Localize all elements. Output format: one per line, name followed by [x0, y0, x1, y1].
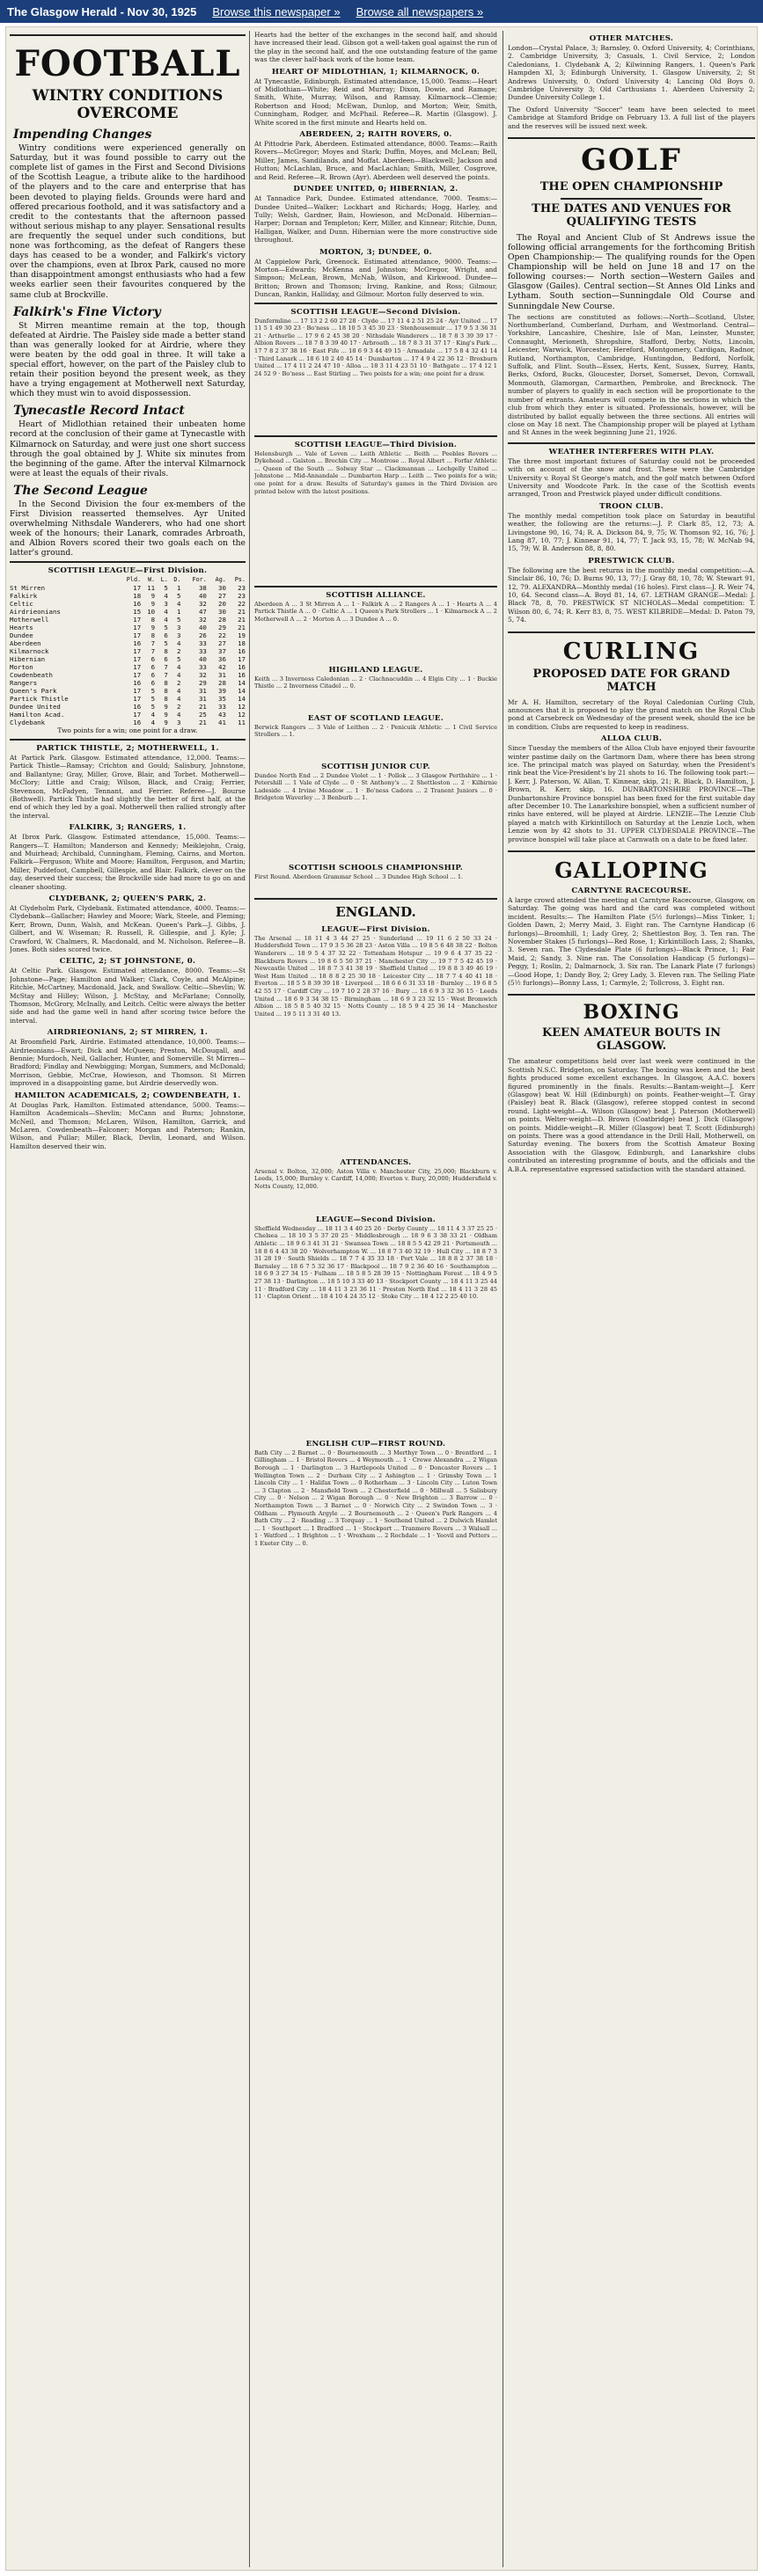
- match-report: At Tannadice Park, Dundee. Estimated attendance, 7000. Teams:—Dundee United—Walker; Lockhart and Richards; Hogg, Harley, and Tully; Welsh, Gardner, Bain, Howieson, and McDonald. Hibernian—Harper; Dornan and Templeton; Kerr, Miller, and Kinnear; Ritchie, Dunn, Halligan, Walker, and Dunn. Hibernian were the more constructive side throughout.: [254, 194, 497, 244]
- football-subheading: WINTRY CONDITIONS OVERCOME: [32, 87, 224, 122]
- table-cell: 4: [150, 719, 156, 727]
- table-cell: 40: [198, 624, 207, 632]
- results-list: Dundee North End ... 2 Dundee Violet ... 1 · Pollok ... 3 Glasgow Perthshire ... 1 · Petershill ... 1 Vale of Clyde ... 0 · St Anthony's ... 2 Shettleston ... 2 · Kilbirnie Ladeside ... 4 Irvine Meadow ... 1 · Bo'ness Cadora ... 2 Tranent Juniors ... 0 · Bridgeton Waverley ... 3 Benburb ... 1.: [254, 771, 497, 802]
- section-heading: ATTENDANCES.: [340, 1157, 412, 1167]
- league-table-title: EAST OF SCOTLAND LEAGUE.: [307, 713, 444, 723]
- column-results: [254, 31, 497, 2567]
- results-list: Bath City ... 2 Barnet ... 0 · Bournemouth ... 3 Merthyr Town ... 0 · Brentford ... 1 Gillingham ... 1 · Bristol Rovers ... 4 Weymouth ... 1 · Crewe Alexandra ... 2 Wigan Borough ... 1 · Darlington ... 3 Hartlepools United ... 0 · Doncaster Rovers ... 1 Wellington Town ... 2 · Durham City ... 2 Ashington ... 1 · Grimsby Town ... 1 Lincoln City ... 1 · Halifax Town ... 0 Rotherham ... 3 · Lincoln City ... Luton Town ... 3 Clapton ... 2 · Mansfield Town ... 2 Chesterfield ... 0 · Millwall ... 5 Salisbury City ... 0 · Nelson ... 2 Wigan Borough ... 0 · New Brighton ... 3 Barrow ... 0 · Northampton Town ... 3 Barnet ... 0 · Norwich City ... 2 Swindon Town ... 3 · Oldham ... Plymouth Argyle ... 2 Bournemouth ... 2 · Queen's Park Rangers ... 4 Bath City ... 2 · Reading ... 3 Torquay ... 1 · Southend United ... 2 Dulwich Hamlet ... 1 · Southport ... 1 Bradford ... 1 · Stockport ... Tranmere Rovers ... 3 Walsall ... 1 · Watford ... 1 Brighton ... 1 · Wrexham ... 2 Rochdale ... 1 · Yeovil and Petters ... 1 Exeter City ... 0.: [254, 1449, 497, 1547]
- table-row: [10, 711, 246, 719]
- league-table-title: SCOTTISH LEAGUE—Second Division.: [290, 307, 461, 317]
- section-heading: Tynecastle Record Intact: [13, 404, 185, 419]
- table-cell: 14: [238, 679, 246, 688]
- table-cell: 33: [218, 703, 226, 712]
- table-header-cell: D.: [173, 576, 181, 584]
- article-paragraph: The Royal and Ancient Club of St Andrews issue the following official arrangements for the forthcoming British Open Championship:— The qualifying rounds for the Open Championship will be held on June 18 and 17 on the following courses:— North section—Western Gailes and Glasgow (Gailes). Central section—St Annes Old Links and Lytham. South section—Sunningdale Old Course and Sunningdale New Course.: [508, 232, 755, 311]
- table-cell: 25: [198, 711, 207, 719]
- table-cell: 9: [150, 600, 156, 609]
- table-cell: 12: [238, 711, 246, 719]
- section-heading: The Second League: [13, 483, 148, 498]
- section-heading: PRESTWICK CLUB.: [588, 556, 675, 566]
- table-cell: 33: [198, 647, 207, 656]
- league-table-title: SCOTTISH LEAGUE—Third Division.: [294, 440, 458, 449]
- table-cell: 32: [198, 671, 207, 680]
- article-paragraph: Wintry conditions were experienced generally on Saturday, but it was found possible to carry out the complete list of games in the First and Second Divisions of the Scottish League, a tribute alike to the hardihood of the players and to the care and enterprise that has been devoted to playing fields. Grounds were hard and offered precarious foothold, and it was satisfactory and a credit to the contestants that the afternoon passed without serious mishap to any player. Sensational results are frequently the sequel under such conditions, but none was forthcoming, as the defeat of Rangers these days has ceased to be a wonder, and Falkirk's victory over the champions, even at Ibrox Park, caused no more than disappointment amongst enthusiasts who had a few weeks earlier seen their favourites conquered by the same club at Brockville.: [10, 143, 246, 300]
- curling-heading: CURLING: [562, 638, 701, 665]
- table-cell: 21: [198, 703, 207, 712]
- article-paragraph: In the Second Division the four ex-members of the First Division reasserted themselves. Ayr United overwhelming Nithsdale Wanderers, who had one short week of the honours; their Lanark, comrades Arbroath, and Albion Rovers scored their two goals each on the latter's ground.: [10, 499, 246, 558]
- table-cell: 31: [218, 671, 226, 680]
- league-table-english-second: Sheffield Wednesday ... 18 11 3 4 40 25 26 · Derby County ... 18 11 4 3 37 25 25 · Chelsea ... 18 10 3 5 37 20 25 · Middlesbrough ... 18 9 6 3 38 33 21 · Oldham Athletic ... 18 9 6 3 41 31 21 · Swansea Town ... 18 8 5 5 42 29 21 · Portsmouth ... 18 8 6 4 43 38 20 · Wolverhampton W. ... 18 8 7 3 40 32 19 · Hull City ... 18 8 7 3 31 28 19 · South Shields ... 18 7 7 4 35 33 18 · Port Vale ... 18 8 8 2 37 38 18 · Barnsley ... 18 6 7 5 32 36 17 · Blackpool ... 18 7 9 2 36 40 16 · Southampton ... 18 6 9 3 27 34 15 · Fulham ... 18 5 8 5 28 39 15 · Nottingham Forest ... 18 4 9 5 27 38 13 · Darlington ... 18 5 10 3 33 40 13 · Stockport County ... 18 4 11 3 25 44 11 · Bradford City ... 18 4 11 3 23 36 11 · Preston North End ... 18 4 11 3 28 45 11 · Clapton Orient ... 18 4 10 4 24 35 12 · Stoke City ... 18 4 12 2 25 40 10.: [254, 1224, 497, 1301]
- table-cell: 5: [150, 703, 156, 712]
- table-cell: 17: [133, 624, 142, 632]
- table-cell: Dundee: [10, 631, 33, 640]
- table-cell: 5: [150, 695, 156, 704]
- results-list: London—Crystal Palace, 3; Barnsley, 0. Oxford University, 4; Corinthians, 2. Cambridge University, 3; Casuals, 1. Civil Service, 2; London Caledonians, 1. Clydebank A, 2; Kilwinning Rangers, 1. Queen's Park Hampden XI, 3; Edinburgh University, 1. Glasgow University, 2; St Andrews University, 0. Oxford University 4; Lancing Old Boys 0. Cambridge University 3; Old Carthusians 1. Aberdeen University 2; Dundee University College 1.: [508, 44, 755, 102]
- table-row: [10, 631, 246, 639]
- table-cell: 27: [218, 592, 226, 601]
- table-cell: 32: [198, 600, 207, 609]
- table-cell: 37: [218, 647, 226, 656]
- match-report: At Celtic Park. Glasgow. Estimated attendance, 8000. Teams:—St Johnstone—Page; Hamilton and Walker; Clark, Coyle, and McAlpine; Ritchie, McCartney, Macdonald, Jack, and Swallow. Celtic—Shevlin; W. McStay and Hilley; Wilson, J. McStay, and McFarlane; Connolly, Thomson, McGrory, McInally, and Leitch. Celtic were always the better side and had the game well in hand after scoring twice before the interval.: [10, 967, 246, 1025]
- table-cell: 16: [133, 719, 142, 727]
- table-row: [10, 679, 246, 687]
- table-cell: 17: [133, 711, 142, 719]
- divider: [254, 898, 497, 900]
- table-cell: 4: [177, 687, 181, 696]
- table-cell: 17: [238, 655, 246, 664]
- curling-subheading: PROPOSED DATE FOR GRAND MATCH: [532, 667, 730, 694]
- table-cell: Aberdeen: [10, 639, 41, 648]
- article-paragraph: St Mirren meantime remain at the top, though defeated at Airdrie. The Paisley side made a better stand than was generally looked for at Airdrie, where they were beaten by the odd goal in three. It will take a special effort, however, on the part of the Paisley club to retain their position beyond the present week, as they have a trying engagement at Motherwell next Saturday, which they must win to avoid dispossession.: [10, 320, 246, 399]
- article-paragraph: Heart of Midlothian retained their unbeaten home record at the conclusion of their game at Tynecastle with Kilmarnock on Saturday, and were just one short success through the goal obtained by J. White six minutes from the beginning of the game. After the interval Kilmarnock were at least the equals of their rivals.: [10, 420, 246, 478]
- table-cell: Rangers: [10, 679, 38, 688]
- table-cell: Dundee United: [10, 703, 61, 712]
- table-row: [10, 592, 246, 600]
- table-cell: 23: [238, 592, 246, 601]
- table-row: [10, 624, 246, 631]
- table-header-cell: W.: [147, 576, 156, 584]
- table-cell: 17: [133, 631, 142, 640]
- table-cell: 4: [164, 592, 168, 601]
- match-heading: PARTICK THISTLE, 2; MOTHERWELL, 1.: [36, 743, 219, 753]
- table-cell: 5: [164, 584, 168, 593]
- boxing-heading: BOXING: [583, 1001, 680, 1025]
- table-cell: 5: [177, 592, 181, 601]
- table-row: [10, 703, 246, 711]
- table-cell: 16: [133, 639, 142, 648]
- golf-heading: GOLF: [581, 142, 682, 179]
- newspaper-page: [5, 26, 758, 2571]
- table-cell: 38: [198, 584, 207, 593]
- results-list: First Round. Aberdeen Grammar School ... 3 Dundee High School ... 1.: [254, 872, 464, 880]
- table-cell: 31: [198, 695, 207, 704]
- table-cell: 32: [198, 616, 207, 624]
- table-cell: 9: [164, 703, 168, 712]
- article-paragraph: The sections are constituted as follows:—North—Scotland, Ulster, Northumberland, Cumberland, Durham, and Westmorland. Central—Yorkshire, Lancashire, Cheshire, Isle of Man, Leinster, Munster, Connaught, Merioneth, Shropshire, Stafford, Derby, Notts, Lincoln, Leicester, Warwick, Worcester, Hereford, Montgomery, Cardigan, Radnor, Rutland, Northampton, Cambridge, Huntingdon, Bedford, Norfolk, Suffolk, and Flint. South—Essex, Herts, Kent, Sussex, Surrey, Hants, Berks, Oxford, Bucks, Gloucester, Dorset, Somerset, Devon, Cornwall, Monmouth, Glamorgan, Carmarthen, Pembroke, and Brecknock. The number of players to qualify in each section will be proportionate to the number of entrants. Amateurs will compete in the sections in which the club from which they enter is situated. Professionals, however, will be distributed by ballot equally between the three sections. All entries will close on May 18 next. The Championship proper will be played at Lytham and St Annes in the week beginning June 21, 1926.: [508, 312, 755, 437]
- table-cell: 8: [150, 631, 156, 640]
- table-cell: 18: [133, 592, 142, 601]
- table-cell: 30: [218, 608, 226, 617]
- table-cell: 4: [177, 711, 181, 719]
- table-cell: 8: [164, 679, 168, 688]
- table-cell: 4: [164, 616, 168, 624]
- table-cell: 8: [164, 647, 168, 656]
- league-table-note: Two points for a win; one point for a draw.: [57, 726, 198, 735]
- table-cell: 21: [198, 719, 207, 727]
- match-report: At Tynecastle, Edinburgh. Estimated attendance, 15,000. Teams:—Heart of Midlothian—White; Reid and Murray; Dixon, Dowie, and Ramage; Smith, White, Murray, Wilson, and Ramsay. Kilmarnock—Clemie; Robertson and Hood; McEwan, Dunlop, and Morton; Weir, Smith, Cunningham, Rodger, and McPhail. Referee—R. Martin (Glasgow). J. White scored in the first minute and Hearts held on.: [254, 77, 497, 127]
- table-cell: 4: [177, 600, 181, 609]
- table-cell: 40: [198, 655, 207, 664]
- match-report: At Ibrox Park. Glasgow. Estimated attendance, 15,000. Teams:—Rangers—T. Hamilton; Manderson and Kennedy; Meiklejohn, Craig, and Muirhead; Archibald, Cunningham, Fleming, Cairns, and Morton. Falkirk—Ferguson; White and Moore; Hamilton, Ferguson, and Martin; Miller, Puddefoot, Campbell, Gillespie, and Blair. Falkirk, clever on the day, deserved their success; the Brockville side had more to go on and cleaner shooting.: [10, 833, 246, 891]
- table-row: [10, 600, 246, 608]
- table-cell: 3: [164, 600, 168, 609]
- table-cell: 17: [133, 616, 142, 624]
- table-cell: 6: [150, 679, 156, 688]
- table-cell: 41: [218, 719, 226, 727]
- football-heading: FOOTBALL: [14, 43, 241, 84]
- match-heading: FALKIRK, 3; RANGERS, 1.: [69, 823, 187, 833]
- table-cell: 14: [238, 687, 246, 696]
- table-cell: Cowdenbeath: [10, 671, 53, 680]
- table-cell: 27: [218, 639, 226, 648]
- table-cell: 22: [238, 600, 246, 609]
- league-table-second-division: Dunfermline ... 17 13 2 2 60 27 28 · Clyde ... 17 11 4 2 51 25 24 · Ayr United ... 17 11 5 1 49 30 23 · Bo'ness ... 18 10 5 3 45 30 23 · Stenhousemuir ... 17 9 5 3 36 31 21 · Arthurlie ... 17 9 6 2 45 38 20 · Nithsdale Wanderers ... 18 7 8 3 39 39 17 · Albion Rovers ... 18 7 8 3 39 40 17 · Arbroath ... 18 7 8 3 31 37 17 · King's Park ... 17 7 8 2 37 38 16 · East Fife ... 18 6 9 3 44 49 15 · Armadale ... 17 5 8 4 32 41 14 · Third Lanark ... 18 6 10 2 40 45 14 · Dumbarton ... 17 4 9 4 22 36 12 · Broxburn United ... 17 4 11 2 24 47 10 · Alloa ... 18 3 11 4 23 51 10 · Bathgate ... 17 4 12 1 24 52 9 · Bo'ness ... East Stirling ... Two points for a win; one point for a draw.: [254, 317, 497, 377]
- table-cell: 9: [150, 624, 156, 632]
- table-cell: 6: [164, 631, 168, 640]
- table-cell: 20: [218, 600, 226, 609]
- table-cell: 6: [150, 655, 156, 664]
- table-cell: 1: [177, 608, 181, 617]
- table-cell: 29: [198, 679, 207, 688]
- table-cell: Celtic: [10, 600, 33, 609]
- table-cell: 16: [133, 600, 142, 609]
- england-heading: ENGLAND.: [335, 903, 416, 920]
- column-rule: [249, 31, 250, 2567]
- table-cell: 8: [164, 695, 168, 704]
- table-cell: 6: [150, 671, 156, 680]
- table-cell: 29: [218, 624, 226, 632]
- table-cell: 2: [177, 679, 181, 688]
- table-cell: 9: [164, 711, 168, 719]
- table-row: [10, 616, 246, 624]
- table-cell: 16: [133, 703, 142, 712]
- table-row: [10, 671, 246, 679]
- match-report: At Cappielow Park, Greenock. Estimated attendance, 9000. Teams:—Morton—Edwards; McKenna and Johnston; McGregor, Wright, and Simpson; McLean, Brown, McNab, Wilson, and Kirkwood. Dundee—Britton; Brown and Thomson; Irving, Rankine, and Ross; Gilmour, Duncan, Rankin, Halliday, and Gilmour. Morton fully deserved to win.: [254, 257, 497, 299]
- galloping-heading: GALLOPING: [554, 857, 708, 883]
- table-cell: 43: [218, 711, 226, 719]
- table-cell: 4: [150, 711, 156, 719]
- match-heading: MORTON, 3; DUNDEE, 0.: [319, 247, 432, 257]
- table-cell: 39: [218, 687, 226, 696]
- news-paragraph: The monthly medal competition took place on Saturday in beautiful weather, the following are the returns:—J. P. Clark 85, 12, 73; A. Livingstone 90, 16, 74; R. A. Dickson 84, 9, 75; W. Thomson 92, 16, 76; J. Lang 87, 10, 77; J. Kinnear 91, 14, 77; T. Jack 93, 15, 78; W. McNab 94, 15, 79; W. B. Anderson 88, 8, 80.: [508, 511, 755, 553]
- match-report: At Pittodrie Park, Aberdeen. Estimated attendance, 8000. Teams:—Raith Rovers—McGregor; Moyes and Stark; Duffin, Moyes, and McLean; Bell, Miller, James, Sandilands, and Moffat. Aberdeen—Blackwell; Jackson and Hutton; McLachlan, Bruce, and MacLachlan; Smith, Miller, Cosgrove, and Reid. Referee—R. Brown (Ayr). Aberdeen well deserved the points.: [254, 140, 497, 181]
- table-cell: Hamilton Acad.: [10, 711, 65, 719]
- league-table-title: SCOTTISH JUNIOR CUP.: [321, 762, 430, 771]
- table-cell: 40: [198, 592, 207, 601]
- boxing-subheading: KEEN AMATEUR BOUTS IN GLASGOW.: [541, 1026, 722, 1054]
- table-cell: 23: [238, 584, 246, 593]
- table-row: [10, 695, 246, 703]
- table-cell: 7: [164, 663, 168, 672]
- table-cell: 4: [177, 639, 181, 648]
- league-table-third-division: Helensburgh ... Vale of Leven ... Leith Athletic ... Beith ... Peebles Rovers ... Dykehead ... Galston ... Brechin City ... Montrose ... Royal Albert ... Forfar Athletic ... Queen of the South ... Solway Star ... Clackmannan ... Lochgelly United ... Johnstone ... Mid-Annandale ... Dumbarton Harp ... Leith ... Two points for a win; one point for a draw. Results of Saturday's games in the Third Division are printed below with the latest positions.: [254, 449, 497, 495]
- league-table-title: HIGHLAND LEAGUE.: [328, 665, 423, 675]
- table-cell: 4: [164, 608, 168, 617]
- browse-newspaper-link[interactable]: Browse this newspaper »: [212, 4, 341, 18]
- table-cell: Clydebank: [10, 719, 46, 727]
- table-cell: 3: [177, 631, 181, 640]
- table-row: [10, 687, 246, 695]
- table-cell: 22: [218, 631, 226, 640]
- table-cell: 6: [164, 655, 168, 664]
- table-cell: 4: [177, 663, 181, 672]
- table-cell: 14: [238, 695, 246, 704]
- table-cell: Hibernian: [10, 655, 46, 664]
- table-cell: 5: [177, 655, 181, 664]
- table-cell: 18: [238, 639, 246, 648]
- table-row: [10, 647, 246, 655]
- browse-all-newspapers-link[interactable]: Browse all newspapers »: [356, 4, 484, 18]
- section-heading: WEATHER INTERFERES WITH PLAY.: [548, 447, 715, 456]
- table-cell: 3: [177, 719, 181, 727]
- table-cell: 47: [198, 608, 207, 617]
- news-paragraph: The Oxford University "Soccer" team have been selected to meet Cambridge at Stamford Bridge on February 13. A full list of the players and the reserves will be issued next week.: [508, 105, 755, 130]
- table-cell: 16: [238, 671, 246, 680]
- table-cell: 6: [150, 663, 156, 672]
- table-row: [10, 655, 246, 663]
- table-row: [10, 639, 246, 647]
- golf-subheading-2: THE DATES AND VENUES FOR QUALIFYING TESTS: [532, 202, 731, 229]
- table-cell: 17: [133, 687, 142, 696]
- match-heading: CLYDEBANK, 2; QUEEN'S PARK, 2.: [48, 894, 207, 903]
- league-table-title: ENGLISH CUP—FIRST ROUND.: [305, 1439, 446, 1449]
- table-cell: 17: [133, 671, 142, 680]
- divider: [508, 442, 755, 444]
- table-cell: 11: [147, 584, 156, 593]
- table-cell: 30: [218, 584, 226, 593]
- column-golf-other: [508, 31, 755, 2567]
- table-cell: 17: [133, 655, 142, 664]
- section-heading: Impending Changes: [13, 128, 152, 142]
- table-cell: 17: [133, 663, 142, 672]
- divider: [508, 631, 755, 633]
- table-cell: Queen's Park: [10, 687, 57, 696]
- table-cell: 11: [238, 719, 246, 727]
- table-cell: 9: [150, 592, 156, 601]
- table-header-cell: [10, 576, 115, 584]
- league-table-title: LEAGUE—Second Division.: [315, 1215, 437, 1224]
- table-cell: 3: [177, 624, 181, 632]
- section-heading: Falkirk's Fine Victory: [13, 304, 161, 319]
- news-paragraph: The three most important fixtures of Saturday could not be proceeded with on account of the snow and frost. These were the Cambridge University v. Royal St George's match, and the golf match between Oxford University and Woodcote Park. In the case of the Scottish events arranged, Troon and Prestwick played under difficult conditions.: [508, 456, 755, 499]
- table-header-cell: For.: [192, 576, 207, 584]
- results-list: Aberdeen A ... 3 St Mirren A ... 1 · Falkirk A ... 2 Rangers A ... 1 · Hearts A ... 4 Partick Thistle A ... 0 · Celtic A ... 1 Queen's Park Strollers ... 1 · Kilmarnock A ... 2 Motherwell A ... 2 · Morton A ... 3 Dundee A ... 0.: [254, 600, 497, 623]
- section-heading: OTHER MATCHES.: [589, 34, 674, 43]
- section-heading: TROON CLUB.: [599, 501, 664, 511]
- publication-title: The Glasgow Herald - Nov 30, 1925: [7, 4, 197, 18]
- table-cell: 31: [198, 687, 207, 696]
- table-cell: 7: [164, 671, 168, 680]
- league-table-title: SCOTTISH ALLIANCE.: [326, 590, 426, 600]
- table-cell: St Mirren: [10, 584, 46, 593]
- table-cell: 8: [150, 616, 156, 624]
- league-table-title: SCOTTISH SCHOOLS CHAMPIONSHIP.: [288, 863, 464, 872]
- table-cell: 2: [177, 703, 181, 712]
- table-cell: Morton: [10, 663, 33, 672]
- table-cell: 16: [238, 663, 246, 672]
- match-report: At Partick Park. Glasgow. Estimated attendance, 12,000. Teams:—Partick Thistle—Ramsay; Crichton and Gould; Salisbury, Johnstone, and Ballantyne; Gray, Miller, Grove, Blair, and Torbet. Motherwell—McClory; Little and Craig; Wilson, Black, and Craig; Ferrier, Stevenson, McFadyen, Tennant, and Ferrier. Referee—J. Bourse (Bothwell). Partick Thistle had slightly the better of first half, at the end of which they led by a goal. Motherwell then rallied strongly after the interval.: [10, 753, 246, 820]
- divider: [508, 994, 755, 996]
- table-cell: 21: [238, 608, 246, 617]
- divider: [10, 34, 246, 36]
- table-cell: 5: [177, 616, 181, 624]
- match-report: At Douglas Park, Hamilton. Estimated attendance, 5000. Teams:—Hamilton Academicals—Shevlin; McCann and Burns; Johnstone, McNeil, and Thomson; McLaren, Wilson, Hamilton, Garrick, and McLaren. Cowdenbeath—Falconer; Morgan and Paterson; Rankin, Wilson, and Pullar; Miller, Black, Devlin, Leonard, and Wilson. Hamilton deserved their win.: [10, 1100, 246, 1150]
- golf-subheading: THE OPEN CHAMPIONSHIP: [539, 180, 723, 194]
- table-cell: 15: [133, 608, 142, 617]
- divider: [508, 137, 755, 139]
- table-cell: 16: [133, 679, 142, 688]
- match-heading: CELTIC, 2; ST JOHNSTONE, 0.: [59, 957, 196, 967]
- table-cell: 26: [198, 631, 207, 640]
- league-table-title: LEAGUE—First Division.: [321, 924, 430, 934]
- league-table-first-division: [10, 576, 246, 726]
- table-cell: 16: [238, 647, 246, 656]
- section-heading: ALLOA CLUB.: [600, 734, 663, 744]
- column-football: [10, 31, 246, 2567]
- match-report: At Broomfield Park, Airdrie. Estimated attendance, 10,000. Teams:—Airdrieonians—Ewart; Dick and McQueen; Preston, McDougall, and Bennie; Murdoch, Neil, Gallacher, Hunter, and Somerville. St Mirren—Bradford; Findlay and Newbigging; Morgan, Summers, and McDonald; Morrison, Gebbie, McCrae, Howieson, and Thomson. St Mirren improved in a disappointing game, but Airdrie deservedly won.: [10, 1038, 246, 1088]
- divider: [561, 198, 702, 200]
- news-paragraph: The amateur competitions held over last week were continued in the Scottish N.S.C. Bridgeton, on Saturday. The boxing was keen and the best fights produced some excellent exchanges. In Glasgow, A.A.C. boxers figured prominently in the finals. Results:—Bantam-weight—J. Kerr (Glasgow) beat W. Hill (Edinburgh) on points. Feather-weight—T. Gray (Paisley) beat R. Black (Glasgow), referee stopped contest in second round. Light-weight—A. Wilson (Glasgow) beat J. Paterson (Motherwell) on points. Welter-weight—D. Brown (Coatbridge) beat J. Dick (Glasgow) on points. Middle-weight—R. Miller (Glasgow) beat T. Scott (Edinburgh) on points. There was a good attendance in the Drill Hall, Motherwell, on Saturday evening. The boxers from the Scottish Amateur Boxing Association with the Glasgow, Edinburgh, and Lanarkshire clubs contributed an interesting programme of bouts, and the officials and the A.B.A. representative expressed satisfaction with the standard attained.: [508, 1057, 755, 1173]
- results-list: Berwick Rangers ... 3 Vale of Leithen ... 2 · Penicuik Athletic ... 1 Civil Service Strollers ... 1.: [254, 723, 497, 739]
- table-cell: 42: [218, 663, 226, 672]
- table-cell: 2: [177, 647, 181, 656]
- table-cell: 1: [177, 584, 181, 593]
- divider: [254, 303, 497, 304]
- table-cell: 28: [218, 616, 226, 624]
- divider: [508, 850, 755, 852]
- match-report: At Clydeholm Park, Clydebank. Estimated attendance, 4000. Teams:—Clydebank—Gallacher; Hawley and Moore; Wark, Steele, and Fleming; Kerr, Brown, Dunn, Walsh, and McKean. Queen's Park—J. Gibbs, J. Gilbert, and W. Wiseman; R. Russell, R. Gillespie, and J. Kyle; J. Crawford, W. Chalmers, R. Macdonald, and M. Nicholson. Referee—B. Jones. Both sides scored twice.: [10, 903, 246, 953]
- league-table-english-first: The Arsenal ... 18 11 4 3 44 27 25 · Sunderland ... 19 11 6 2 50 33 24 · Huddersfield Town ... 17 9 3 5 36 28 23 · Aston Villa ... 19 8 5 6 48 38 22 · Bolton Wanderers ... 18 9 5 4 37 32 22 · Tottenham Hotspur ... 19 9 6 4 37 35 22 · Blackburn Rovers ... 19 8 6 5 50 37 21 · Manchester City ... 19 7 7 5 42 45 19 · Newcastle United ... 18 8 7 3 41 38 19 · Sheffield United ... 19 8 8 3 49 46 19 · West Ham United ... 18 8 8 2 25 30 18 · Leicester City ... 18 7 7 4 40 41 18 · Everton ... 18 5 5 8 39 39 18 · Liverpool ... 18 6 6 6 31 33 18 · Burnley ... 19 6 8 5 42 55 17 · Cardiff City ... 19 7 10 2 28 37 16 · Bury ... 18 6 9 3 32 36 15 · Leeds United ... 18 6 9 3 34 38 15 · Birmingham ... 18 6 9 3 23 32 15 · West Bromwich Albion ... 18 5 8 5 40 32 15 · Notts County ... 18 5 9 4 25 36 14 · Manchester United ... 19 5 11 3 31 40 13.: [254, 934, 497, 1018]
- match-heading: HAMILTON ACADEMICALS, 2; COWDENBEATH, 1.: [14, 1091, 241, 1100]
- table-cell: 28: [218, 679, 226, 688]
- table-cell: 7: [150, 647, 156, 656]
- table-cell: Hearts: [10, 624, 33, 632]
- table-header-cell: Pld.: [126, 576, 142, 584]
- table-cell: 17: [133, 695, 142, 704]
- news-paragraph: The following are the best returns in the monthly medal competition:—A. Sinclair 86, 10, 76; D. Burns 90, 13, 77; J. Gray 88, 10, 78; W. Stewart 91, 12, 79. ALEXANDRA—Monthly medal (16 holes). First class—J. R. Weir 74, 10, 64. Second class—A. Boyd 81, 14, 67. LETHAM GRANGE—Medal: J. Black 78, 8, 70. PRESTWICK ST NICHOLAS—Medal competition: T. Wilson 80, 6, 74; R. Kerr 83, 8, 75. WEST KILBRIDE—Medal: D. Paton 79, 5, 74.: [508, 566, 755, 624]
- table-cell: 4: [177, 695, 181, 704]
- table-cell: 21: [238, 616, 246, 624]
- table-row: [10, 719, 246, 726]
- table-cell: 5: [150, 687, 156, 696]
- table-cell: Kilmarnock: [10, 647, 49, 656]
- table-cell: 5: [164, 639, 168, 648]
- match-report: Hearts had the better of the exchanges in the second half, and should have increased their lead. Gibson got a well-taken goal against the run of the play in the second half, and the one outstanding feature of the game was the clever half-back work of the home team.: [254, 31, 497, 64]
- table-header-cell: Ps.: [234, 576, 246, 584]
- news-paragraph: Since Tuesday the members of the Alloa Club have enjoyed their favourite winter pastime daily on the Gartmorn Dam, where there has been strong ice. The principal match was played on Saturday, when the President's rink beat the Vice-President's by 21 shots to 16. The following took part:—J. Kerr, J. Paterson, W. Allan, T. Kinnear, skip, 21; R. Black, D. Hamilton, J. Brown, R. Kerr, skip, 16. DUNBARTONSHIRE PROVINCE—The Dunbartonshire Province bonspiel has been fixed for the first suitable day after December 10. The Lanarkshire bonspiel, when a sufficient number of rinks have entered, will be played at Airdrie. LENZIE—The Lenzie Club played a match with Kirkintilloch on Saturday at the Lenzie Loch, when Lenzie won by 42 shots to 31. UPPER CLYDESDALE PROVINCE—The province bonspiel will take place at Carnwath on a date to be fixed later.: [508, 744, 755, 843]
- table-cell: Airdrieonians: [10, 608, 61, 617]
- divider: [254, 586, 497, 587]
- divider: [254, 435, 497, 437]
- divider: [10, 739, 246, 741]
- top-navigation-bar: [0, 0, 763, 23]
- table-cell: 12: [238, 703, 246, 712]
- table-row: [10, 608, 246, 616]
- match-heading: DUNDEE UNITED, 0; HIBERNIAN, 2.: [293, 185, 459, 194]
- table-cell: 10: [147, 608, 156, 617]
- match-heading: ABERDEEN, 2; RAITH ROVERS, 0.: [299, 130, 452, 140]
- table-cell: 8: [164, 687, 168, 696]
- table-row: [10, 584, 246, 592]
- league-table-title: SCOTTISH LEAGUE—First Division.: [48, 566, 208, 576]
- table-cell: 33: [198, 663, 207, 672]
- table-cell: 17: [133, 584, 142, 593]
- table-cell: 9: [164, 719, 168, 727]
- table-cell: 36: [218, 655, 226, 664]
- table-cell: 33: [198, 639, 207, 648]
- table-header-cell: Ag.: [215, 576, 226, 584]
- news-paragraph: Mr A. H. Hamilton, secretary of the Royal Caledonian Curling Club, announces that it is proposed to play the grand match on the Royal Club pond at Carsebreck on Wednesday of the present week, should the ice be in condition. Clubs are requested to keep in readiness.: [508, 697, 755, 731]
- table-cell: 19: [238, 631, 246, 640]
- table-cell: 4: [177, 671, 181, 680]
- table-cell: Falkirk: [10, 592, 38, 601]
- divider: [10, 561, 246, 563]
- news-paragraph: A large crowd attended the meeting at Carntyne Racecourse, Glasgow, on Saturday. The going was hard and the card was completed without incident. Results:— The Hamilton Plate (5½ furlongs)—Miss Tinker, 1; Golden Dawn, 2; Merry Maid, 3. Eight ran. The Carntyne Handicap (6 furlongs)—Broomhill, 1; Lady Grey, 2; Shettleston Boy, 3. Ten ran. The November Stakes (5 furlongs)—Red Rose, 1; Kirkintilloch Lass, 2; Shanks, 3. Seven ran. The Clydesdale Plate (6 furlongs)—Black Prince, 1; Fair Maid, 2; Sandy, 3. Nine ran. The Consolation Handicap (5 furlongs)—Peggy, 1; Roslin, 2; Dalmarnock, 3. Six ran. The Lanark Plate (7 furlongs)—Good Hope, 1; Dandy Boy, 2; Grey Lady, 3. Eleven ran. The Selling Plate (5½ furlongs)—Bonny Lass, 1; Carmyle, 2; Tollcross, 3. Eight ran.: [508, 896, 755, 988]
- match-heading: AIRDRIEONIANS, 2; ST MIRREN, 1.: [47, 1028, 209, 1038]
- table-cell: Partick Thistle: [10, 695, 69, 704]
- table-cell: Motherwell: [10, 616, 49, 624]
- table-cell: 17: [133, 647, 142, 656]
- table-cell: 7: [150, 639, 156, 648]
- match-heading: HEART OF MIDLOTHIAN, 1; KILMARNOCK, 0.: [271, 67, 481, 77]
- table-cell: 21: [238, 624, 246, 632]
- table-row: [10, 663, 246, 671]
- attendance-list: Arsenal v. Bolton, 32,000; Aston Villa v. Manchester City, 25,000; Blackburn v. Leeds, 15,000; Burnley v. Cardiff, 14,000; Everton v. Bury, 20,000; Huddersfield v. Notts County, 12,000.: [254, 1167, 497, 1190]
- table-cell: 35: [218, 695, 226, 704]
- results-list: Keith ... 3 Inverness Caledonian ... 2 · Clachnacuddin ... 4 Elgin City ... 1 · Buckie Thistle ... 2 Inverness Citadel ... 0.: [254, 675, 497, 690]
- table-header-cell: L.: [160, 576, 168, 584]
- section-heading: CARNTYNE RACECOURSE.: [571, 887, 692, 895]
- table-cell: 5: [164, 624, 168, 632]
